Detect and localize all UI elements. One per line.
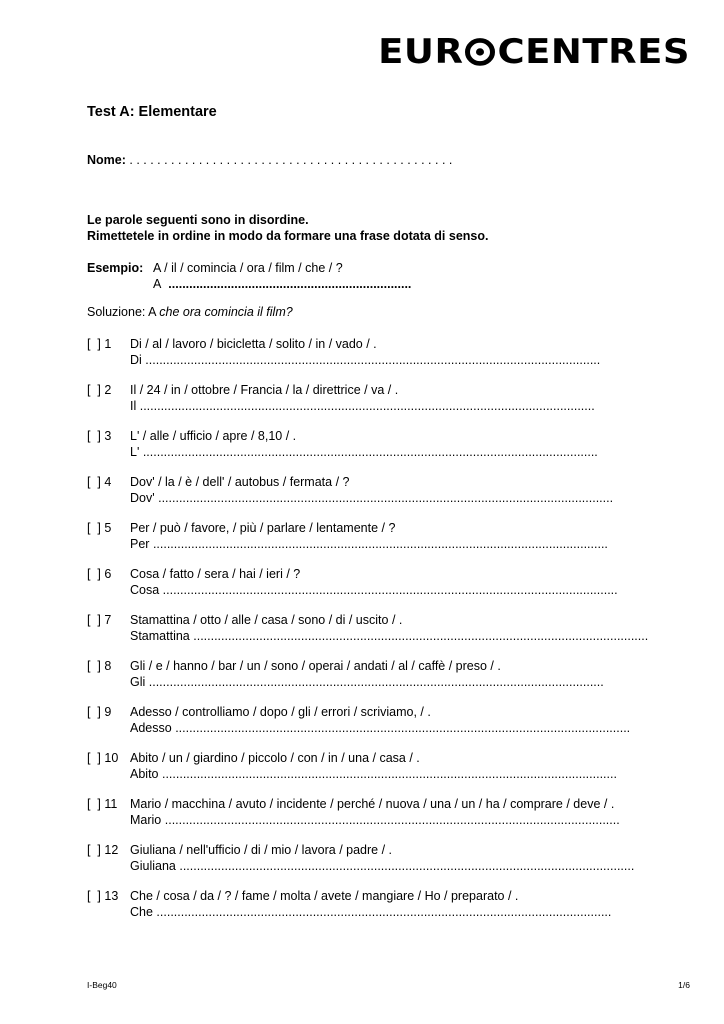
item-words: Per / può / favore, / più / parlare / lentamente / ? [130,521,396,535]
item-number[interactable]: [ ] 3 [87,429,112,443]
name-field[interactable] [87,153,452,167]
example-label: Esempio: [87,261,144,275]
name-label: Nome: [87,153,126,167]
instructions [87,212,488,244]
answer-line[interactable]: Stamattina ................................................................................................................................... [130,629,649,643]
item-number[interactable]: [ ] 5 [87,521,112,535]
item-number[interactable]: [ ] 10 [87,751,119,765]
answer-line[interactable]: Per ................................................................................................................................... [130,537,608,551]
item-words: Adesso / controlliamo / dopo / gli / errori / scriviamo, / . [130,705,431,719]
example-block [87,260,411,292]
exercise-item-3 [87,428,687,474]
item-words: Che / cosa / da / ? / fame / molta / avete / mangiare / Ho / preparato / . [130,889,519,903]
footer-page-number: 1/6 [678,980,690,990]
item-number[interactable]: [ ] 1 [87,337,112,351]
item-words: Dov' / la / è / dell' / autobus / fermata / ? [130,475,350,489]
exercise-item-12 [87,842,687,888]
item-words: Giuliana / nell'ufficio / di / mio / lavora / padre / . [130,843,393,857]
item-number[interactable]: [ ] 6 [87,567,112,581]
item-number[interactable]: [ ] 2 [87,383,112,397]
answer-line[interactable]: Dov' ................................................................................................................................... [130,491,614,505]
solution-text: che ora comincia il film? [159,305,293,319]
item-words: Abito / un / giardino / piccolo / con / in / una / casa / . [130,751,420,765]
item-number[interactable]: [ ] 11 [87,797,118,811]
answer-line[interactable]: Adesso ................................................................................................................................... [130,721,631,735]
solution-prefix: Soluzione: A [87,305,156,319]
exercise-item-1 [87,336,687,382]
instructions-line-1: Le parole seguenti sono in disordine. [87,213,309,227]
logo-text-part1: EUR [378,31,464,72]
answer-line[interactable]: Che ................................................................................................................................... [130,905,612,919]
item-number[interactable]: [ ] 8 [87,659,112,673]
answer-line[interactable]: Di ................................................................................................................................... [130,353,601,367]
item-number[interactable]: [ ] 12 [87,843,119,857]
exercise-item-9 [87,704,687,750]
answer-line[interactable]: L' ................................................................................................................................... [130,445,598,459]
item-words: Stamattina / otto / alle / casa / sono / di / uscito / . [130,613,403,627]
item-number[interactable]: [ ] 4 [87,475,112,489]
item-number[interactable]: [ ] 13 [87,889,119,903]
item-words: L' / alle / ufficio / apre / 8,10 / . [130,429,297,443]
answer-line[interactable]: Abito ................................................................................................................................... [130,767,617,781]
exercise-item-8 [87,658,687,704]
logo-ring-icon [465,38,495,66]
page-title: Test A: Elementare [87,104,217,120]
answer-line[interactable]: Giuliana ................................................................................................................................... [130,859,635,873]
logo-text-part2: CENTRES [497,31,690,72]
item-number[interactable]: [ ] 7 [87,613,112,627]
example-words: A / il / comincia / ora / film / che / ? [153,261,343,275]
exercise-item-10 [87,750,687,796]
exercise-item-2 [87,382,687,428]
item-words: Il / 24 / in / ottobre / Francia / la / direttrice / va / . [130,383,399,397]
item-words: Di / al / lavoro / bicicletta / solito / in / vado / . [130,337,377,351]
answer-line[interactable]: Cosa ................................................................................................................................... [130,583,618,597]
answer-line[interactable]: Mario ................................................................................................................................... [130,813,620,827]
example-answer-prefix: A [153,277,162,291]
example-answer-dots: ...................................................................... [168,277,412,291]
exercise-item-13 [87,888,687,934]
exercise-item-11 [87,796,687,842]
exercise-item-5 [87,520,687,566]
item-number[interactable]: [ ] 9 [87,705,112,719]
exercise-item-6 [87,566,687,612]
exercise-item-4 [87,474,687,520]
instructions-line-2: Rimettetele in ordine in modo da formare una frase dotata di senso. [87,229,489,243]
name-dots: . . . . . . . . . . . . . . . . . . . . . . . . . . . . . . . . . . . . . . . . . . . . . . . [125,153,453,167]
exercise-item-7 [87,612,687,658]
footer-doc-code: I-Beg40 [87,980,117,990]
answer-line[interactable]: Gli ................................................................................................................................... [130,675,604,689]
eurocentres-logo [378,31,690,72]
answer-line[interactable]: Il ................................................................................................................................... [130,399,595,413]
solution-line [87,305,293,319]
item-words: Cosa / fatto / sera / hai / ieri / ? [130,567,301,581]
item-words: Gli / e / hanno / bar / un / sono / operai / andati / al / caffè / preso / . [130,659,501,673]
item-words: Mario / macchina / avuto / incidente / perché / nuova / una / un / ha / comprare / deve / . [130,797,615,811]
exercise-list [87,336,687,934]
